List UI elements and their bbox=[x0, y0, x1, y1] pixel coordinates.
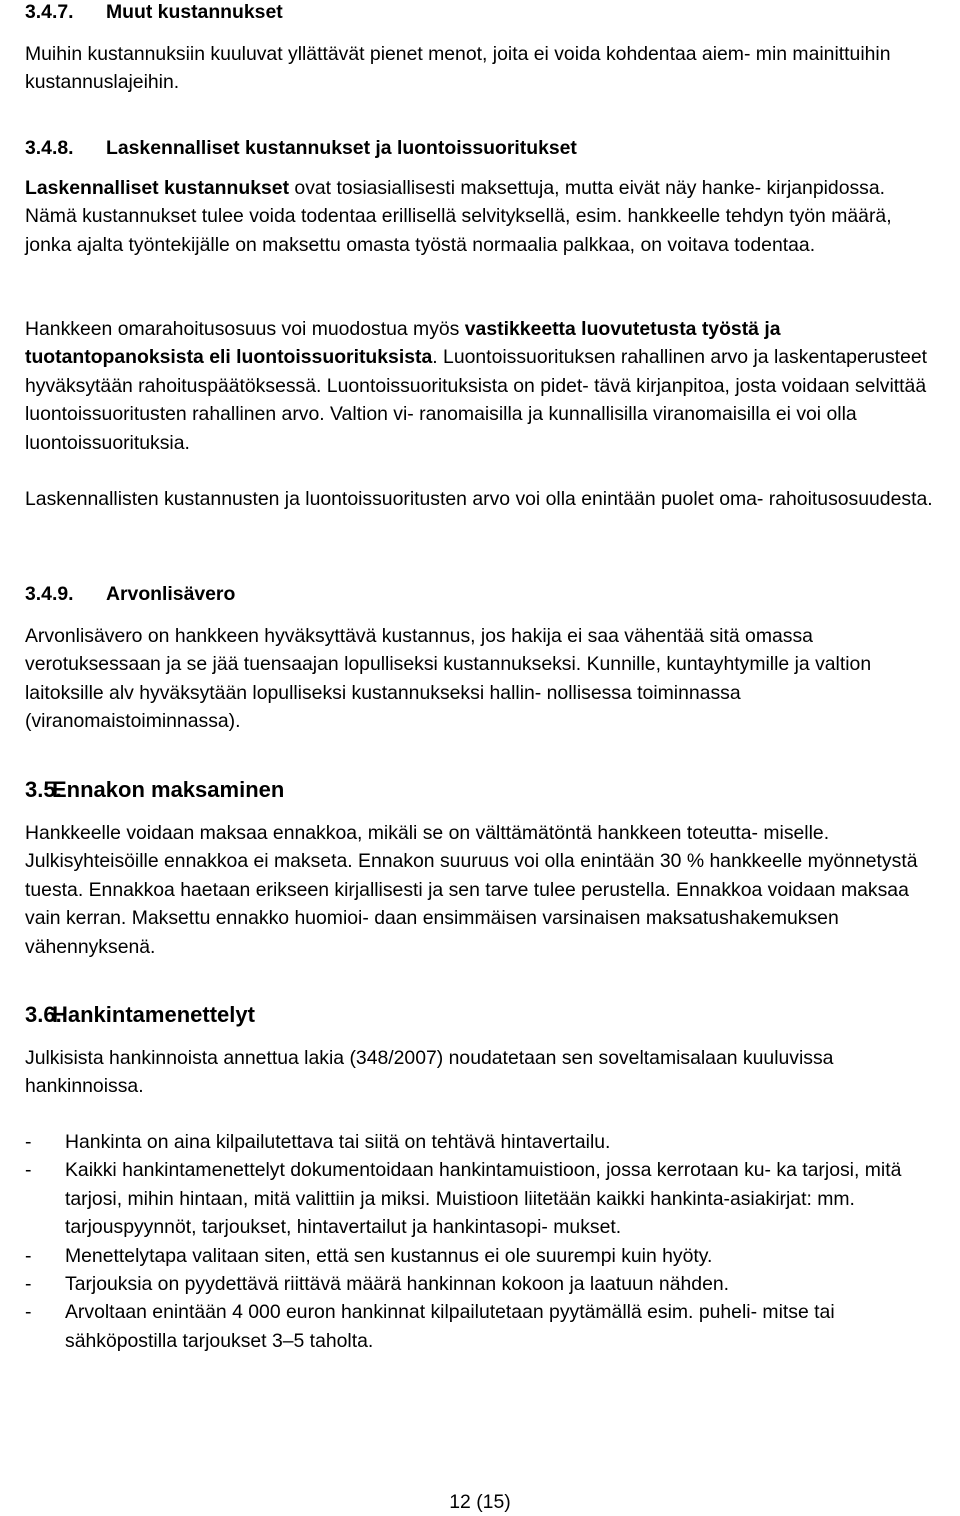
paragraph-text: . Luontoissuorituksen rahallinen arvo ja laskentaperusteet hyväksytään rahoituspäätöksessä. Luontoissuorituksista on pidet- tävä kirjanpitoa, josta voidaan selvittää luontoissuoritusten rahallinen arvo. Valtion vi- ranomaisilla ja kunnallisilla viranomaisilla ei voi olla luontoissuorituksia. bbox=[25, 346, 928, 454]
dash-bullet: - bbox=[25, 1244, 32, 1267]
heading-3-6 bbox=[25, 1001, 255, 1029]
section-title: Hankintamenettelyt bbox=[52, 1002, 255, 1027]
heading-3-4-8 bbox=[25, 136, 577, 160]
list-item bbox=[25, 1156, 937, 1241]
dash-bullet: - bbox=[25, 1273, 32, 1296]
list-item-text: Arvoltaan enintään 4 000 euron hankinnat kilpailutetaan pyytämällä esim. puheli- mitse tai sähköpostilla tarjoukset 3–5 taholta. bbox=[65, 1301, 835, 1352]
section-number: 3.4.8. bbox=[25, 137, 74, 159]
paragraph-text: ovat tosiasiallisesti maksettuja, mutta eivät näy hanke- kirjanpidossa. Nämä kustannukset tulee voida todentaa erillisellä selvityksellä, esim. hankkeelle tehdyn työn määrä, jonka ajalta työntekijälle on maksettu omasta työstä normaalia palkkaa, on voitava todentaa. bbox=[25, 177, 892, 256]
section-number: 3.4.9. bbox=[25, 583, 74, 605]
list-item bbox=[25, 1298, 937, 1355]
list-item-text: Kaikki hankintamenettelyt dokumentoidaan hankintamuistioon, jossa kerrotaan ku- ka tarjosi, mitä tarjosi, mihin hintaan, mitä valittiin ja miksi. Muistioon liitetään kaikki hankinta-asiakirjat: mm. tarjouspyynnöt, tarjoukset, hintavertailut ja hankintasopi- mukset. bbox=[65, 1159, 902, 1239]
paragraph-muut-kustannukset: Muihin kustannuksiin kuuluvat yllättävät pienet menot, joita ei voida kohdentaa aiem- min mainittuihin kustannuslajeihin. bbox=[25, 43, 891, 94]
list-item-text: Tarjouksia on pyydettävä riittävä määrä hankinnan kokoon ja laatuun nähden. bbox=[65, 1273, 730, 1296]
list-item-text: Hankinta on aina kilpailutettava tai siitä on tehtävä hintavertailu. bbox=[65, 1131, 611, 1153]
bold-term: vastikkeetta luovutetusta työstä ja tuotantopanoksista eli luontoissuorituksista bbox=[25, 318, 781, 369]
list-item bbox=[25, 1270, 937, 1298]
page-number: 12 (15) bbox=[449, 1491, 511, 1513]
paragraph-hankintalaki: Julkisista hankinnoista annettua lakia (348/2007) noudatetaan sen soveltamisalaan kuuluvissa hankinnoissa. bbox=[25, 1047, 834, 1098]
dash-bullet: - bbox=[25, 1159, 32, 1182]
dash-bullet: - bbox=[25, 1131, 32, 1153]
paragraph-arvonlisavero: Arvonlisävero on hankkeen hyväksyttävä kustannus, jos hakija ei saa vähentää sitä omassa verotuksessaan ja se jää tuensaajan lopulliseksi kustannukseksi. Kunnille, kuntayhtymille ja valtion laitoksille alv hyväksytään lopulliseksi kustannukseksi hallin- nollisessa toiminnassa (viranomaistoiminnassa). bbox=[25, 625, 872, 733]
section-title: Muut kustannukset bbox=[106, 1, 283, 23]
section-number: 3.4.7. bbox=[25, 1, 74, 23]
paragraph-laskennalliset bbox=[25, 174, 937, 259]
section-number: 3.6. bbox=[25, 1002, 62, 1027]
section-title: Laskennalliset kustannukset ja luontoissuoritukset bbox=[106, 137, 577, 159]
paragraph-ennakko: Hankkeelle voidaan maksaa ennakkoa, mikäli se on välttämätöntä hankkeen toteutta- miselle. Julkisyhteisöille ennakkoa ei makseta. Ennakon suuruus voi olla enintään 30 % hankkeelle myönnetystä tuesta. Ennakkoa haetaan erikseen kirjallisesti ja sen tarve tulee perustella. Ennakkoa voidaan maksaa vain kerran. Maksettu ennakko huomioi- daan ensimmäisen varsinaisen maksatushakemuksen vähennyksenä. bbox=[25, 822, 918, 958]
paragraph-omarahoitusosuus bbox=[25, 315, 937, 457]
section-number: 3.5. bbox=[25, 777, 62, 802]
list-item-text: Menettelytapa valitaan siten, että sen kustannus ei ole suurempi kuin hyöty. bbox=[65, 1244, 713, 1267]
procurement-rules-list bbox=[25, 1128, 937, 1355]
heading-3-4-9 bbox=[25, 582, 235, 606]
list-item bbox=[25, 1242, 937, 1270]
heading-3-4-7 bbox=[25, 0, 283, 24]
heading-3-5 bbox=[25, 776, 284, 804]
section-title: Arvonlisävero bbox=[106, 583, 236, 605]
dash-bullet: - bbox=[25, 1301, 32, 1324]
section-title: Ennakon maksaminen bbox=[52, 777, 285, 802]
paragraph-text: Hankkeen omarahoitusosuus voi muodostua myös bbox=[25, 318, 465, 340]
list-item bbox=[25, 1128, 937, 1156]
paragraph-enintaan-puolet: Laskennallisten kustannusten ja luontoissuoritusten arvo voi olla enintään puolet oma- rahoitusosuudesta. bbox=[25, 488, 933, 510]
bold-term: Laskennalliset kustannukset bbox=[25, 177, 290, 199]
